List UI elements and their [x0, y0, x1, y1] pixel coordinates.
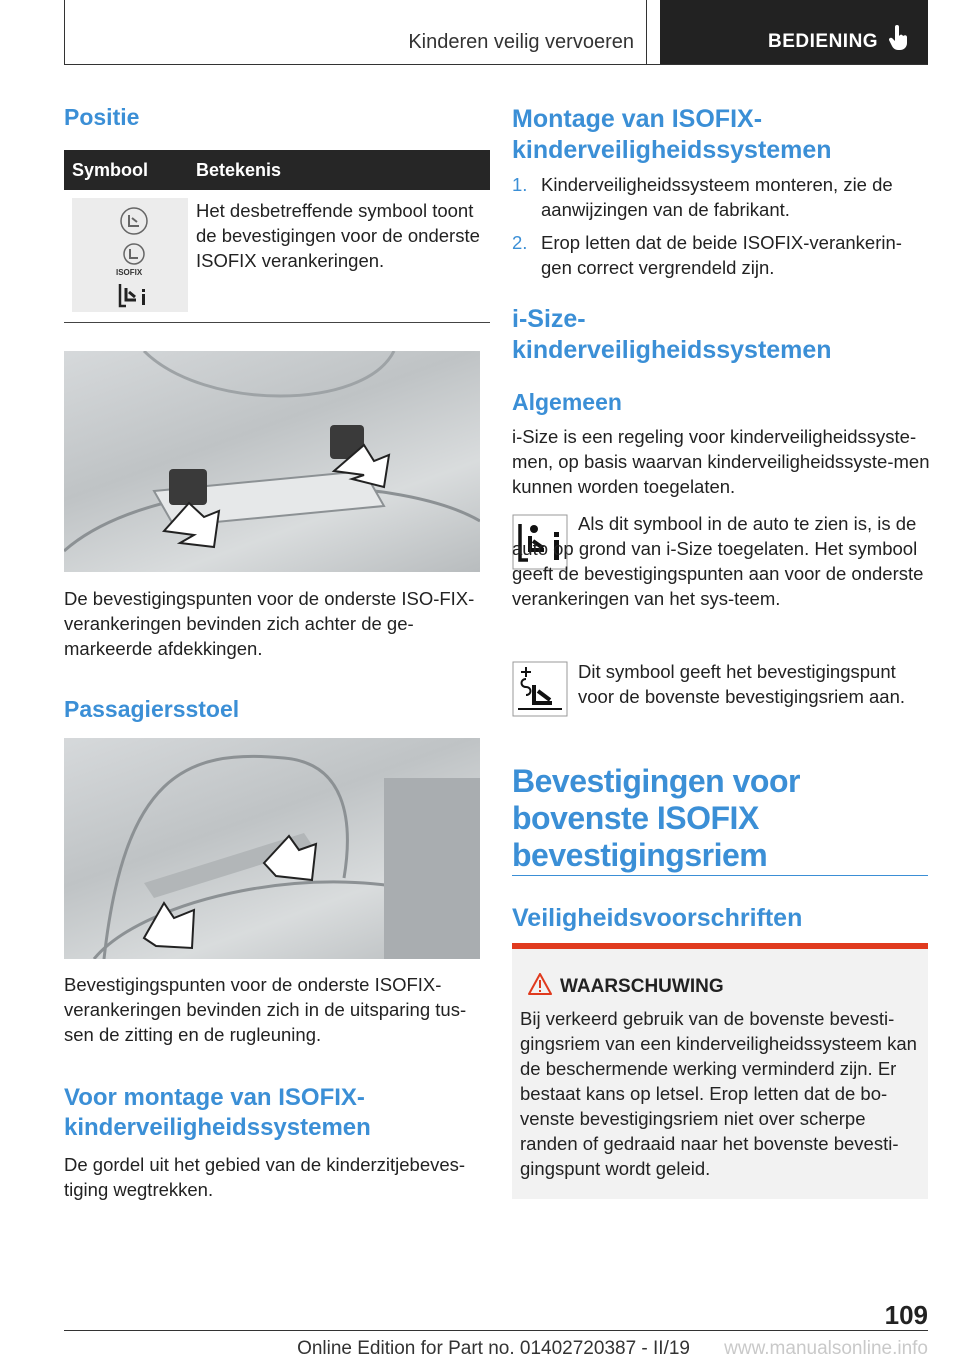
header-chapter-box — [660, 0, 928, 64]
list-item — [512, 230, 928, 280]
passenger-seat-illustration — [64, 738, 480, 959]
warning-box — [512, 943, 928, 1199]
page-header — [64, 0, 928, 65]
passenger-seat-photo — [64, 738, 480, 959]
heading-rule — [512, 875, 928, 876]
heading-algemeen: Algemeen — [512, 389, 622, 415]
isofix-seat-icon — [119, 206, 149, 236]
warning-triangle-icon — [528, 973, 552, 995]
isofix-ring-icon — [122, 242, 146, 266]
caption-passenger-seat: Bevestigingspunten voor de onderste ISOFIX-verankeringen bevinden zich in de uitsparing tus-sen de zitting en de rugleuning. — [64, 974, 467, 1045]
isize-child-seat-icon — [118, 282, 148, 308]
text-voor-montage: De gordel uit het gebied van de kinderzitjebeves-tiging wegtrekken. — [64, 1154, 466, 1200]
page-number: 109 — [884, 1300, 928, 1330]
text-algemeen: i-Size is een regeling voor kinderveiligheidssyste-men, op basis waarvan kinderveiligheidssyste-men kunnen worden toegelaten. — [512, 426, 930, 497]
heading-positie: Positie — [64, 104, 140, 130]
text-tether-symbol: Dit symbool geeft het bevestigingspunt voor de bovenste bevestigingsriem aan. — [578, 661, 906, 707]
caption-rear-seat: De bevestigingspunten voor de onderste ISO-FIX-verankeringen bevinden zich achter de ge-markeerde afdekkingen. — [64, 588, 475, 659]
tether-anchor-icon — [512, 661, 568, 717]
table-meaning-text: Het desbetreffende symbool toont de bevestigingen voor de onderste ISOFIX verankeringen. — [196, 200, 480, 271]
table-header-meaning: Betekenis — [188, 150, 490, 190]
heading-isize: i-Size-kinderveiligheidssystemen — [512, 305, 832, 364]
heading-voor-montage: Voor montage van ISOFIX-kinderveiligheidssystemen — [64, 1084, 371, 1141]
footer-rule — [64, 1330, 928, 1331]
step-number: 1. — [512, 174, 528, 195]
table-row — [64, 190, 490, 323]
footer-edition: Online Edition for Part no. 01402720387 - II/19 — [297, 1338, 690, 1359]
rear-seat-illustration — [64, 351, 480, 572]
header-chapter-title: BEDIENING — [768, 31, 879, 52]
isofix-symbols-cell — [72, 198, 188, 312]
rear-seat-isofix-photo — [64, 351, 480, 572]
header-section-box — [64, 0, 647, 64]
step-number: 2. — [512, 232, 528, 253]
montage-steps — [512, 172, 928, 288]
isofix-label: ISOFIX — [116, 268, 143, 277]
text-isize-symbol: Als dit symbool in de auto te zien is, is de auto op grond van i-Size toegelaten. Het symbool geeft de bevestigingspunten aan voor de onderste verankeringen van het sys-teem. — [512, 513, 924, 609]
header-section-title: Kinderen veilig vervoeren — [408, 31, 634, 53]
warning-title: WAARSCHUWING — [560, 976, 724, 997]
heading-passagiersstoel: Passagiersstoel — [64, 696, 240, 722]
footer-watermark: www.manualsonline.info — [724, 1338, 928, 1359]
symbol-table — [64, 150, 490, 323]
list-item — [512, 172, 928, 222]
step-text: Kinderveiligheidssysteem monteren, zie de aanwijzingen van de fabrikant. — [541, 174, 893, 220]
table-header-symbol: Symbool — [64, 150, 188, 190]
heading-bevestigingen: Bevestigingen voor bovenste ISOFIX bevestigingsriem — [512, 763, 800, 873]
heading-montage: Montage van ISOFIX-kinderveiligheidssystemen — [512, 105, 832, 164]
pointing-hand-icon — [888, 25, 910, 51]
heading-veiligheid: Veiligheidsvoorschriften — [512, 904, 803, 932]
warning-text: Bij verkeerd gebruik van de bovenste bevesti-gingsriem van een kinderveiligheidssysteem kan de beschermende werking verminderd zijn. Er bestaat kans op letsel. Erop letten dat de bo-venste bevestigingsriem niet over scherpe randen of gedraaid naar het bovenste bevesti-gingspunt wordt geleid. — [520, 1008, 917, 1179]
step-text: Erop letten dat de beide ISOFIX-verankerin-gen correct vergrendeld zijn. — [541, 232, 902, 278]
